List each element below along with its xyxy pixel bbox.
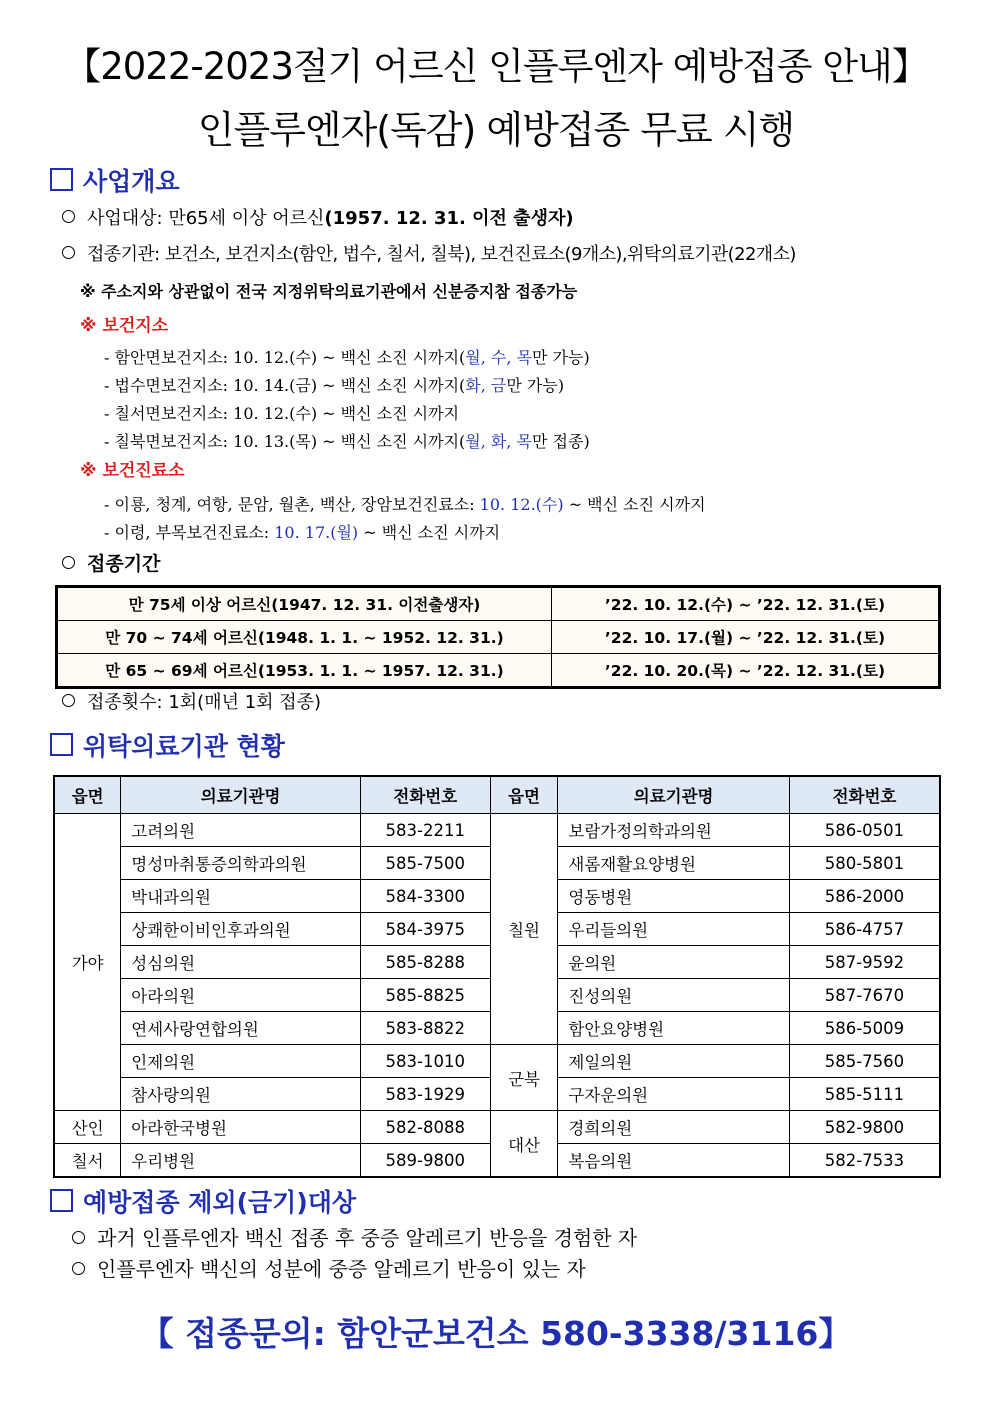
- subcenter-text: - 칠북면보건지소: 10. 13.(목) ~ 백신 소진 시까지(: [104, 432, 466, 451]
- institution-phone: 587-7670: [789, 979, 940, 1012]
- circle-bullet-icon: [62, 246, 75, 259]
- region-cell: 가야: [54, 814, 121, 1111]
- institution-name: 박내과의원: [121, 880, 361, 913]
- institution-name: 성심의원: [121, 946, 361, 979]
- institution-name: 상쾌한이비인후과의원: [121, 913, 361, 946]
- note-line: ※ 주소지와 상관없이 전국 지정위탁의료기관에서 신분증지참 접종가능: [80, 282, 578, 301]
- institution-name: 복음의원: [558, 1144, 790, 1178]
- subcenter-item: [104, 429, 590, 455]
- clinic-text: - 이룡, 청계, 여항, 문암, 월촌, 백산, 장암보건진료소:: [104, 495, 480, 514]
- institutions-table: [53, 775, 941, 1178]
- institution-phone: 586-4757: [789, 913, 940, 946]
- subcenter-item: [104, 401, 459, 427]
- institution-name: 고려의원: [121, 814, 361, 847]
- institution-phone: 584-3300: [360, 880, 490, 913]
- institution-phone: 583-1929: [360, 1078, 490, 1111]
- clinic-item: [104, 520, 500, 546]
- institution-phone: 583-2211: [360, 814, 490, 847]
- institution-phone: 589-9800: [360, 1144, 490, 1178]
- institution-phone: 585-8825: [360, 979, 490, 1012]
- table-row: [54, 1111, 940, 1144]
- subcenter-days: 월, 화, 목: [465, 432, 532, 451]
- subcenter-days: 화, 금: [465, 376, 507, 395]
- institution-name: 연세사랑연합의원: [121, 1012, 361, 1045]
- institution-phone: 586-5009: [789, 1012, 940, 1045]
- page-subtitle: 인플루엔자(독감) 예방접종 무료 시행: [197, 108, 795, 152]
- table-row: [54, 1045, 940, 1078]
- contact-footer: 【 접종문의: 함안군보건소 580-3338/3116】: [140, 1314, 852, 1353]
- target-line: 사업대상: 만65세 이상 어르신(1957. 12. 31. 이전 출생자): [62, 206, 574, 232]
- schedule-row: [57, 587, 940, 621]
- checkbox-square-icon: [50, 733, 73, 756]
- clinic-text: - 이령, 부목보건진료소:: [104, 523, 275, 542]
- subcenter-note: 만 접종): [531, 432, 590, 451]
- region-cell: 칠서: [54, 1144, 121, 1178]
- circle-bullet-icon: [72, 1231, 85, 1244]
- circle-bullet-icon: [62, 210, 75, 223]
- institution-name: 새롬재활요양병원: [558, 847, 790, 880]
- subcenter-text: - 함안면보건지소: 10. 12.(수) ~ 백신 소진 시까지(: [104, 348, 466, 367]
- schedule-table: [55, 585, 941, 689]
- institution-name: 참사랑의원: [121, 1078, 361, 1111]
- institution-name: 영동병원: [558, 880, 790, 913]
- clinic-heading: ※ 보건진료소: [80, 461, 185, 481]
- region-cell: 산인: [54, 1111, 121, 1144]
- subcenter-item: [104, 373, 564, 399]
- institution-name: 아라한국병원: [121, 1111, 361, 1144]
- circle-bullet-icon: [72, 1262, 85, 1275]
- institution-name: 함안요양병원: [558, 1012, 790, 1045]
- institution-phone: 582-9800: [789, 1111, 940, 1144]
- institution-name: 윤의원: [558, 946, 790, 979]
- table-header-cell: 전화번호: [789, 776, 940, 814]
- region-cell: 칠원: [490, 814, 558, 1045]
- institution-phone: 585-8288: [360, 946, 490, 979]
- period-heading: 접종기간: [62, 551, 160, 577]
- institution-phone: 582-7533: [789, 1144, 940, 1178]
- table-header-cell: 전화번호: [360, 776, 490, 814]
- institution-phone: 587-9592: [789, 946, 940, 979]
- institution-phone: 585-7500: [360, 847, 490, 880]
- clinic-date: 10. 17.(월): [274, 523, 359, 542]
- table-header-cell: 의료기관명: [121, 776, 361, 814]
- institution-phone: 585-7560: [789, 1045, 940, 1078]
- page-title: 【2022-2023절기 어르신 인플루엔자 예방접종 안내】: [64, 45, 928, 88]
- institution-phone: 586-2000: [789, 880, 940, 913]
- table-header-cell: 읍면: [54, 776, 121, 814]
- circle-bullet-icon: [62, 556, 75, 569]
- institution-name: 명성마취통증의학과의원: [121, 847, 361, 880]
- institutions-line: 접종기관: 보건소, 보건지소(함안, 법수, 칠서, 칠북), 보건진료소(9개소),위탁의료기관(22개소): [62, 242, 796, 268]
- exclusion-item: 인플루엔자 백신의 성분에 중증 알레르기 반응이 있는 자: [72, 1256, 586, 1282]
- table-header-cell: 의료기관명: [558, 776, 790, 814]
- institution-name: 제일의원: [558, 1045, 790, 1078]
- count-line: 접종횟수: 1회(매년 1회 접종): [62, 690, 321, 716]
- institution-name: 아라의원: [121, 979, 361, 1012]
- schedule-row: [57, 654, 940, 688]
- schedule-group: 만 65 ~ 69세 어르신(1953. 1. 1. ~ 1957. 12. 31.): [57, 654, 552, 688]
- checkbox-square-icon: [50, 168, 73, 191]
- institution-name: 진성의원: [558, 979, 790, 1012]
- institution-phone: 585-5111: [789, 1078, 940, 1111]
- institution-name: 보람가정의학과의원: [558, 814, 790, 847]
- clinic-note: ~ 백신 소진 시까지: [563, 495, 706, 514]
- table-header-cell: 읍면: [490, 776, 558, 814]
- institution-phone: 583-1010: [360, 1045, 490, 1078]
- section-heading-overview: 사업개요: [50, 166, 180, 198]
- institution-phone: 580-5801: [789, 847, 940, 880]
- subcenter-days: 월, 수, 목: [465, 348, 532, 367]
- subcenter-item: [104, 345, 590, 371]
- subcenter-note: 만 가능): [531, 348, 590, 367]
- circle-bullet-icon: [62, 694, 75, 707]
- institution-phone: 584-3975: [360, 913, 490, 946]
- subcenter-heading: ※ 보건지소: [80, 316, 169, 336]
- checkbox-square-icon: [50, 1189, 73, 1212]
- clinic-item: [104, 492, 706, 518]
- exclusion-item: 과거 인플루엔자 백신 접종 후 중증 알레르기 반응을 경험한 자: [72, 1225, 637, 1251]
- schedule-group: 만 75세 이상 어르신(1947. 12. 31. 이전출생자): [57, 587, 552, 621]
- clinic-date: 10. 12.(수): [479, 495, 564, 514]
- institution-name: 우리병원: [121, 1144, 361, 1178]
- schedule-row: [57, 621, 940, 654]
- clinic-note: ~ 백신 소진 시까지: [358, 523, 501, 542]
- schedule-period: ’22. 10. 20.(목) ~ ’22. 12. 31.(토): [552, 654, 940, 688]
- schedule-period: ’22. 10. 12.(수) ~ ’22. 12. 31.(토): [552, 587, 940, 621]
- institution-phone: 583-8822: [360, 1012, 490, 1045]
- schedule-group: 만 70 ~ 74세 어르신(1948. 1. 1. ~ 1952. 12. 31.): [57, 621, 552, 654]
- institution-name: 경희의원: [558, 1111, 790, 1144]
- table-row: [54, 814, 940, 847]
- region-cell: 대산: [490, 1111, 558, 1178]
- subcenter-text: - 칠서면보건지소: 10. 12.(수) ~ 백신 소진 시까지: [104, 404, 460, 423]
- subcenter-text: - 법수면보건지소: 10. 14.(금) ~ 백신 소진 시까지(: [104, 376, 466, 395]
- institution-name: 구자운의원: [558, 1078, 790, 1111]
- region-cell: 군북: [490, 1045, 558, 1111]
- section-heading-institutions: 위탁의료기관 현황: [50, 731, 285, 763]
- section-heading-exclusion: 예방접종 제외(금기)대상: [50, 1187, 356, 1219]
- institution-phone: 586-0501: [789, 814, 940, 847]
- institution-phone: 582-8088: [360, 1111, 490, 1144]
- subcenter-note: 만 가능): [506, 376, 565, 395]
- institution-name: 우리들의원: [558, 913, 790, 946]
- schedule-period: ’22. 10. 17.(월) ~ ’22. 12. 31.(토): [552, 621, 940, 654]
- institution-name: 인제의원: [121, 1045, 361, 1078]
